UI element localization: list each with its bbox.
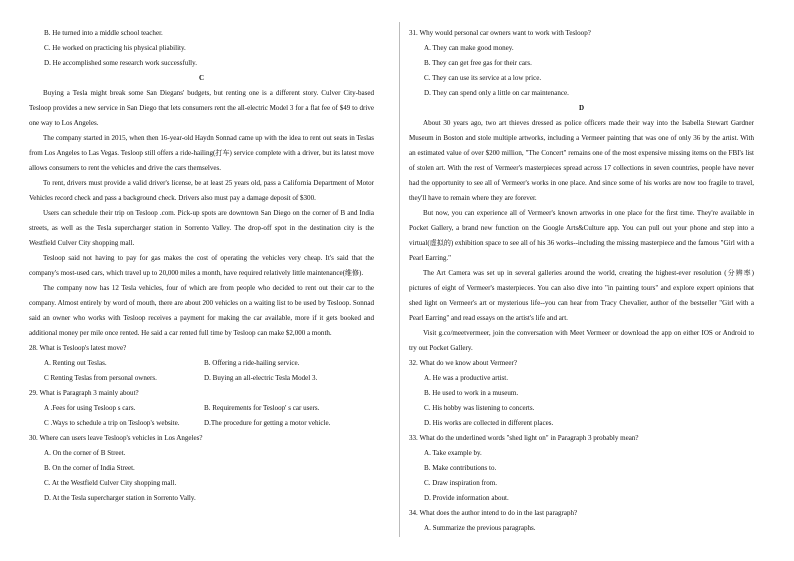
q34-question: 34. What does the author intend to do in the last paragraph? bbox=[409, 509, 578, 517]
q31-option-c: C. They can use its service at a low price. bbox=[424, 74, 542, 82]
q30-option-c: C. At the Westfield Culver City shopping mall. bbox=[44, 479, 177, 487]
q28-options-row-2 bbox=[29, 371, 374, 386]
q28-question: 28. What is Tesloop's latest move? bbox=[29, 344, 127, 352]
left-column bbox=[29, 26, 374, 506]
q29-option-c: C .Ways to schedule a trip on Tesloop's website. bbox=[44, 419, 180, 427]
q33-option-c: C. Draw inspiration from. bbox=[424, 479, 498, 487]
q27-option-c: C. He worked on practicing his physical pliability. bbox=[44, 44, 186, 52]
q34-option-a: A. Summarize the previous paragraphs. bbox=[424, 524, 536, 532]
section-d-heading: D bbox=[578, 104, 585, 112]
q33-option-d: D. Provide information about. bbox=[424, 494, 509, 502]
q33-question: 33. What do the underlined words "shed light on" in Paragraph 3 probably mean? bbox=[409, 434, 639, 442]
q31-option-a: A. They can make good money. bbox=[424, 44, 514, 52]
passage-c-paragraph-1: Buying a Tesla might break some San Diegans' budgets, but renting one is a different story. Culver City-based Tesloop provides a new service in San Diego that lets consumers rent the all-electric Model 3 for a flat fee of $49 to drive one way to Los Angeles. bbox=[29, 89, 374, 127]
passage-d-paragraph-2: But now, you can experience all of Vermeer's known artworks in one place for the first time. They're available in Pocket Gallery, a brand new function on the Google Arts&Culture app. You can pull out your phone and step into a virtual(虚拟的) exhibition space to see all of his 36 works--including the missing masterpiece and the famous "Girl with a Pearl Earring." bbox=[409, 209, 754, 262]
q29-question: 29. What is Paragraph 3 mainly about? bbox=[29, 389, 139, 397]
q30-option-b: B. On the corner of India Street. bbox=[44, 464, 135, 472]
q30-option-d: D. At the Tesla supercharger station in Sorrento Vally. bbox=[44, 494, 196, 502]
q29-options-row-1 bbox=[29, 401, 374, 416]
passage-c-paragraph-2: The company started in 2015, when then 16-year-old Haydn Sonnad came up with the idea to rent out seats in Teslas from Los Angeles to Las Vegas. Tesloop still offers a ride-hailing(打车) service complete with a driver, but its latest move allows consumers to rent the vehicles and drive the cars themselves. bbox=[29, 134, 374, 172]
passage-d-paragraph-3: The Art Camera was set up in several galleries around the world, creating the highest-ever resolution (分辨率) pictures of eight of Vermeer's masterpieces. You can also dive into "in painting tours" and explore expert opinions that shed light on Vermeer's art or mysterious life--you can hear from Tracy Chevalier, author of the bestseller "Girl with a Pearl Earring" and read essays on the artist's life and art. bbox=[409, 269, 754, 322]
q31-option-b: B. They can get free gas for their cars. bbox=[424, 59, 532, 67]
q29-options-row-2 bbox=[29, 416, 374, 431]
q27-option-d: D. He accomplished some research work successfully. bbox=[44, 59, 197, 67]
q32-option-a: A. He was a productive artist. bbox=[424, 374, 508, 382]
q32-option-c: C. His hobby was listening to concerts. bbox=[424, 404, 535, 412]
q28-option-a: A. Renting out Teslas. bbox=[44, 359, 107, 367]
passage-d-paragraph-1: About 30 years ago, two art thieves dressed as police officers made their way into the Isabella Stewart Gardner Museum in Boston and stole multiple artworks, including a Vermeer painting that was one of only 36 by the artist. With an estimated value of over $200 million, "The Concert" remains one of the most expensive missing items on the FBI's list of stolen art. With the rest of Vermeer's masterpieces spread across 17 collections in seven countries, people have never had the opportunity to see all of Vermeer's works in one place. And since some of his works are now too fragile to travel, they'll have to remain where they are forever. bbox=[409, 119, 754, 202]
right-column bbox=[409, 26, 754, 536]
q28-option-b: B. Offering a ride-hailing service. bbox=[204, 359, 300, 367]
q29-option-a: A .Fees for using Tesloop s cars. bbox=[44, 404, 136, 412]
passage-c-paragraph-4: Users can schedule their trip on Tesloop .com. Pick-up spots are downtown San Diego on the corner of B and India streets, as well as the Tesla supercharger station in Sorrento Valley. The drop-off spot in the destination city is the Westfield Culver City shopping mall. bbox=[29, 209, 374, 247]
q33-option-b: B. Make contributions to. bbox=[424, 464, 497, 472]
q32-question: 32. What do we know about Vermeer? bbox=[409, 359, 517, 367]
passage-c-paragraph-5: Tesloop said not having to pay for gas makes the cost of operating the vehicles very cheap. It's said that the company's most-used cars, which travel up to 20,000 miles a month, have required relatively little maintenance(维修). bbox=[29, 254, 374, 277]
q32-option-d: D. His works are collected in different places. bbox=[424, 419, 554, 427]
passage-c-paragraph-6: The company now has 12 Tesla vehicles, four of which are from people who decided to rent out their car to the company. Almost entirely by word of mouth, there are about 200 vehicles on a waiting list to be used by Tesloop. Sonnad said an owner who works with Tesloop receives a payment for making the car available, more if it gets booked and additional money per mile once rented. He said a car rented full time by Tesloop can make $2,000 a month. bbox=[29, 284, 374, 337]
passage-d-paragraph-4: Visit g.co/meetvermeer, join the conversation with Meet Vermeer or download the app on either IOS or Android to try out Pocket Gallery. bbox=[409, 329, 754, 352]
passage-c-paragraph-3: To rent, drivers must provide a valid driver's license, be at least 25 years old, pass a California Department of Motor Vehicles record check and pass a background check. Drivers also must pay a damage deposit of $300. bbox=[29, 179, 374, 202]
section-c-heading: C bbox=[198, 74, 205, 82]
q29-option-b: B. Requirements for Tesloop' s car users. bbox=[204, 404, 320, 412]
q31-question: 31. Why would personal car owners want to work with Tesloop? bbox=[409, 29, 591, 37]
q27-option-b: B. He turned into a middle school teacher. bbox=[44, 29, 163, 37]
q31-option-d: D. They can spend only a little on car maintenance. bbox=[424, 89, 569, 97]
q28-options-row-1 bbox=[29, 356, 374, 371]
column-divider bbox=[399, 22, 400, 537]
q33-option-a: A. Take example by. bbox=[424, 449, 482, 457]
q30-option-a: A. On the corner of B Street. bbox=[44, 449, 126, 457]
q29-option-d: D.The procedure for getting a motor vehicle. bbox=[204, 419, 331, 427]
q28-option-c: C Renting Teslas from personal owners. bbox=[44, 374, 157, 382]
q32-option-b: B. He used to work in a museum. bbox=[424, 389, 519, 397]
q30-question: 30. Where can users leave Tesloop's vehicles in Los Angeles? bbox=[29, 434, 203, 442]
q28-option-d: D. Buying an all-electric Tesla Model 3. bbox=[204, 374, 318, 382]
